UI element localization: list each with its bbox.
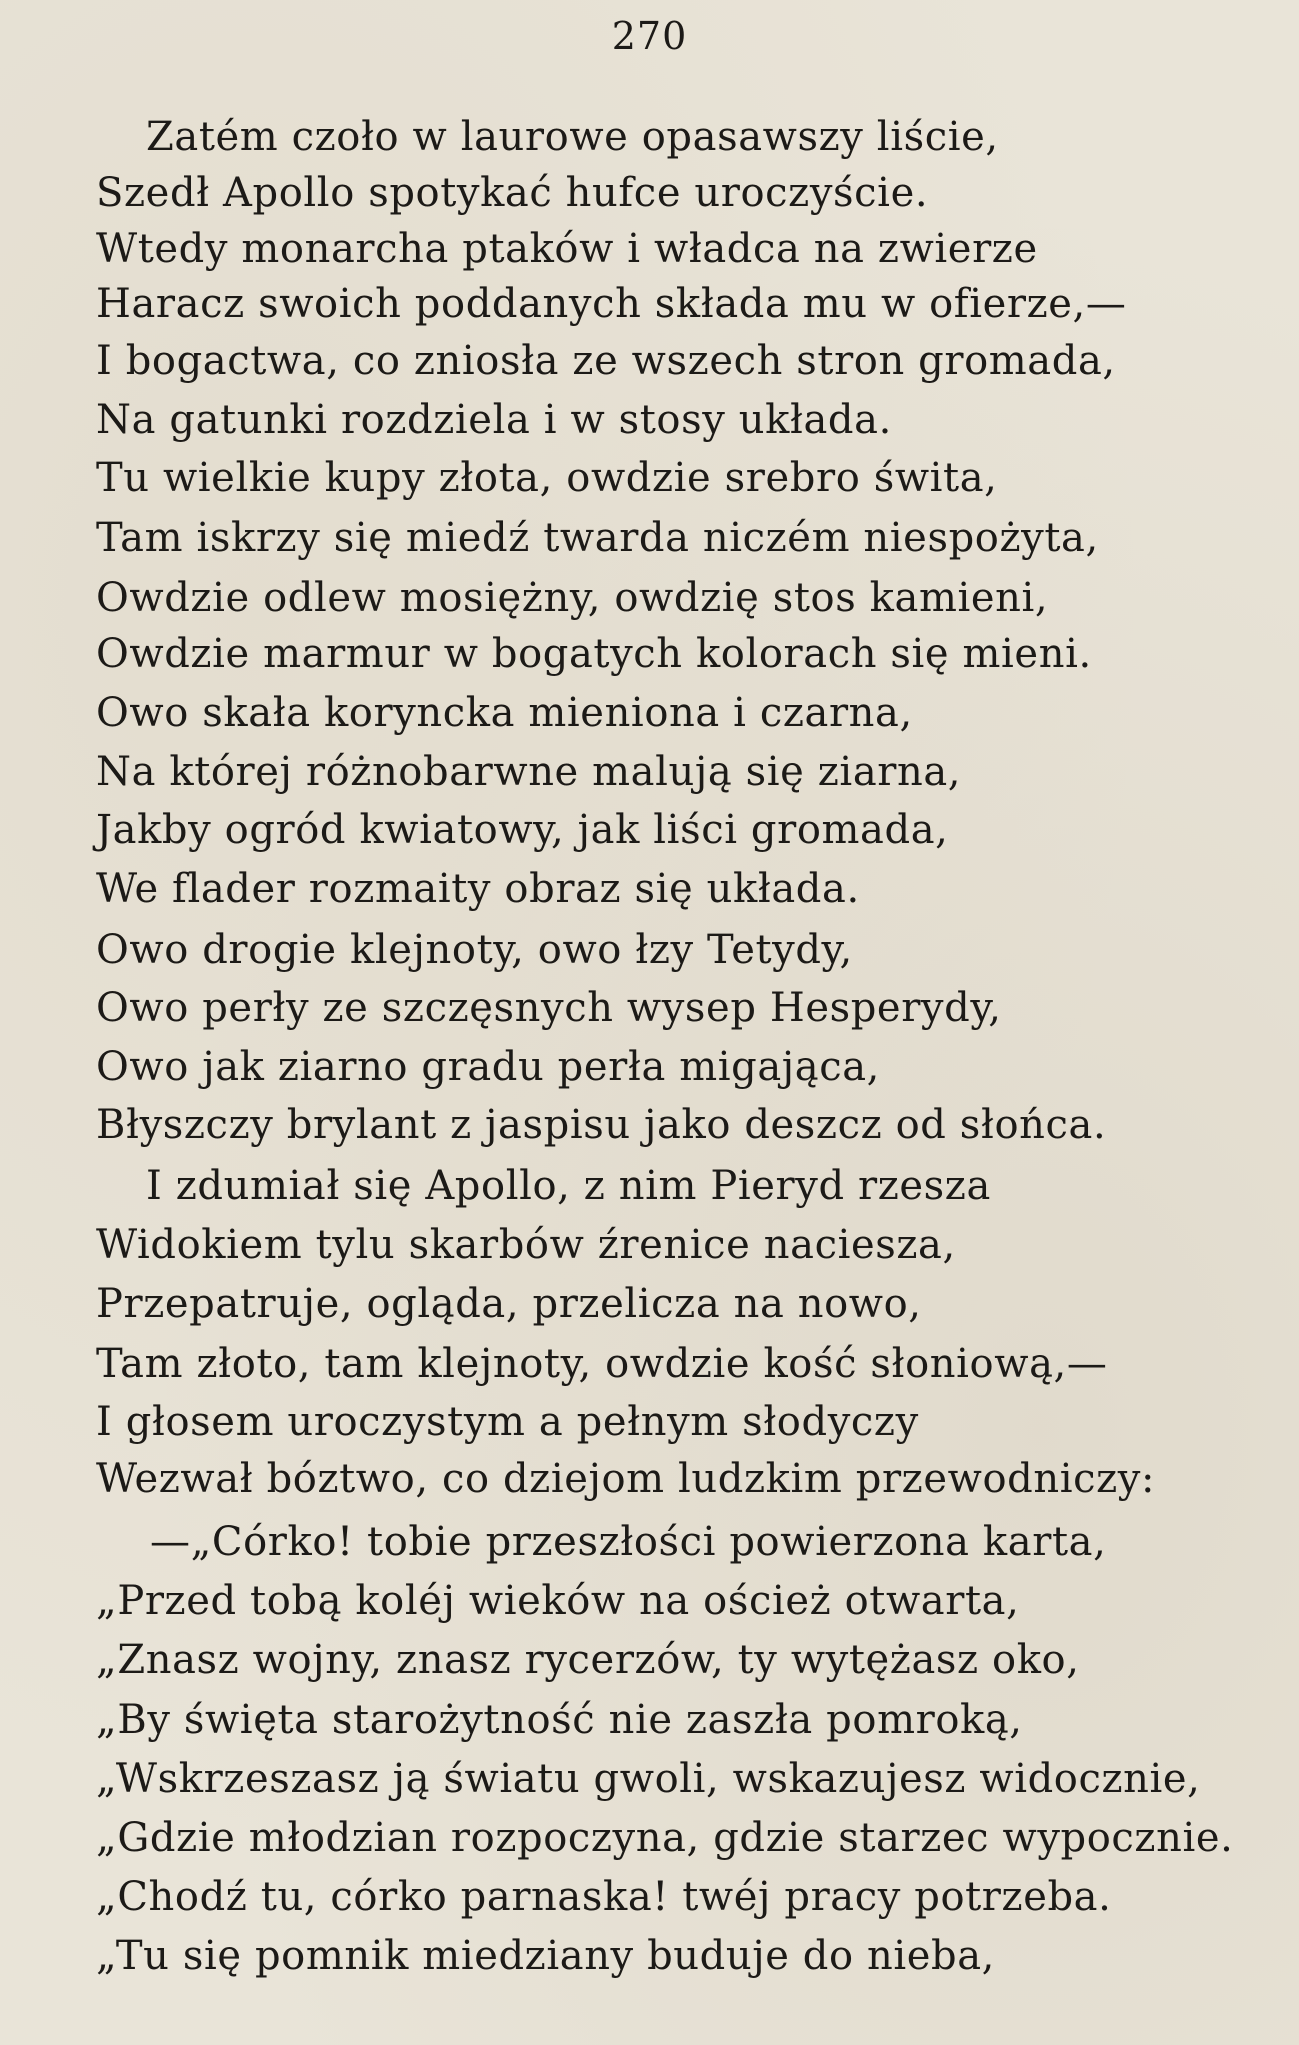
verse-line: Haracz swoich poddanych składa mu w ofierze,— bbox=[96, 281, 1127, 327]
page-number: 270 bbox=[611, 14, 688, 58]
verse-line: Tu wielkie kupy złota, owdzie srebro świta, bbox=[96, 455, 998, 501]
verse-line: „Znasz wojny, znasz rycerzów, ty wytężasz oko, bbox=[96, 1637, 1080, 1683]
verse-line: Na której różnobarwne malują się ziarna, bbox=[96, 749, 962, 795]
verse-line: „Tu się pomnik miedziany buduje do nieba, bbox=[96, 1933, 995, 1979]
verse-line: Owo drogie klejnoty, owo łzy Tetydy, bbox=[96, 927, 853, 973]
verse-line: Owo perły ze szczęsnych wysep Hesperydy, bbox=[96, 985, 1002, 1031]
verse-line: Przepatruje, ogląda, przelicza na nowo, bbox=[96, 1281, 922, 1327]
verse-line: Tam złoto, tam klejnoty, owdzie kość słoniową,— bbox=[96, 1341, 1108, 1387]
verse-line: I bogactwa, co zniosła ze wszech stron gromada, bbox=[96, 338, 1116, 384]
verse-line: Błyszczy brylant z jaspisu jako deszcz od słońca. bbox=[96, 1102, 1107, 1148]
verse-line: I zdumiał się Apollo, z nim Pieryd rzesza bbox=[146, 1163, 991, 1209]
verse-line: Owdzie marmur w bogatych kolorach się mieni. bbox=[96, 631, 1092, 677]
verse-line: Zatém czoło w laurowe opasawszy liście, bbox=[146, 114, 999, 160]
verse-line: I głosem uroczystym a pełnym słodyczy bbox=[96, 1399, 919, 1445]
verse-line: Jakby ogród kwiatowy, jak liści gromada, bbox=[96, 807, 949, 853]
verse-line: Na gatunki rozdziela i w stosy układa. bbox=[96, 397, 892, 443]
verse-line: We flader rozmaity obraz się układa. bbox=[96, 866, 860, 912]
verse-line: Widokiem tylu skarbów źrenice naciesza, bbox=[96, 1222, 956, 1268]
verse-line: „Gdzie młodzian rozpoczyna, gdzie starzec wypocznie. bbox=[96, 1815, 1234, 1861]
verse-line: Owo skała koryncka mieniona i czarna, bbox=[96, 690, 913, 736]
verse-line: „Przed tobą koléj wieków na oścież otwarta, bbox=[96, 1578, 1020, 1624]
verse-line: Owo jak ziarno gradu perła migająca, bbox=[96, 1044, 881, 1090]
verse-line: Wezwał bóztwo, co dziejom ludzkim przewodniczy: bbox=[96, 1456, 1156, 1502]
verse-line: „By święta starożytność nie zaszła pomroką, bbox=[96, 1697, 1023, 1743]
verse-line: „Chodź tu, córko parnaska! twéj pracy potrzeba. bbox=[96, 1874, 1112, 1920]
verse-line: Wtedy monarcha ptaków i władca na zwierze bbox=[96, 226, 1038, 272]
verse-line: Szedł Apollo spotykać hufce uroczyście. bbox=[96, 170, 929, 216]
verse-line: „Wskrzeszasz ją światu gwoli, wskazujesz widocznie, bbox=[96, 1756, 1201, 1802]
verse-line: Tam iskrzy się miedź twarda niczém niespożyta, bbox=[96, 515, 1099, 561]
verse-line: Owdzie odlew mosiężny, owdzię stos kamieni, bbox=[96, 575, 1049, 621]
verse-line: —„Córko! tobie przeszłości powierzona karta, bbox=[150, 1519, 1107, 1565]
